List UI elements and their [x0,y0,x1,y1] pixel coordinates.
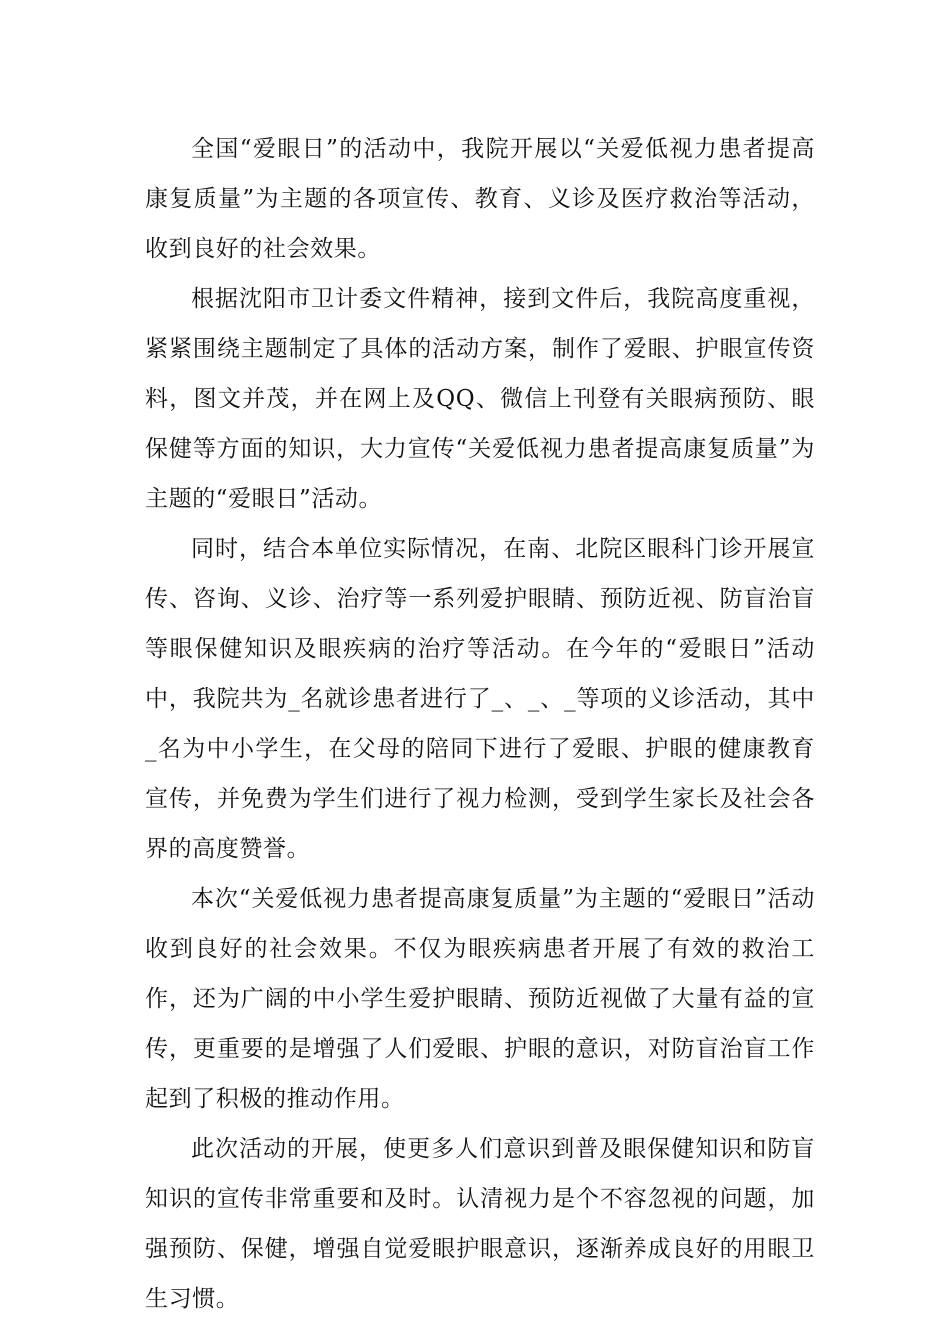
paragraph-1: 全国“爱眼日”的活动中，我院开展以“关爱低视力患者提高康复质量”为主题的各项宣传、教育、义诊及医疗救治等活动，收到良好的社会效果。 [145,136,815,262]
paragraph-5: 此次活动的开展，使更多人们意识到普及眼保健知识和防盲知识的宣传非常重要和及时。认清视力是个不容忽视的问题，加强预防、保健，增强自觉爱眼护眼意识，逐渐养成良好的用眼卫生习惯。 [145,1136,815,1312]
paragraph-4: 本次“关爱低视力患者提高康复质量”为主题的“爱眼日”活动收到良好的社会效果。不仅为眼疾病患者开展了有效的救治工作，还为广阔的中小学生爱护眼睛、预防近视做了大量有益的宣传，更重要的是增强了人们爱眼、护眼的意识，对防盲治盲工作起到了积极的推动作用。 [145,886,815,1112]
paragraph-3: 同时，结合本单位实际情况，在南、北院区眼科门诊开展宣传、咨询、义诊、治疗等一系列爱护眼睛、预防近视、防盲治盲等眼保健知识及眼疾病的治疗等活动。在今年的“爱眼日”活动中，我院共为_名就诊患者进行了_、_、_等项的义诊活动，其中_名为中小学生，在父母的陪同下进行了爱眼、护眼的健康教育宣传，并免费为学生们进行了视力检测，受到学生家长及社会各界的高度赞誉。 [145,536,815,862]
document-body [145,124,815,1324]
paragraph-2: 根据沈阳市卫计委文件精神，接到文件后，我院高度重视，紧紧围绕主题制定了具体的活动方案，制作了爱眼、护眼宣传资料，图文并茂，并在网上及QQ、微信上刊登有关眼病预防、眼保健等方面的知识，大力宣传“关爱低视力患者提高康复质量”为主题的“爱眼日”活动。 [145,286,815,512]
